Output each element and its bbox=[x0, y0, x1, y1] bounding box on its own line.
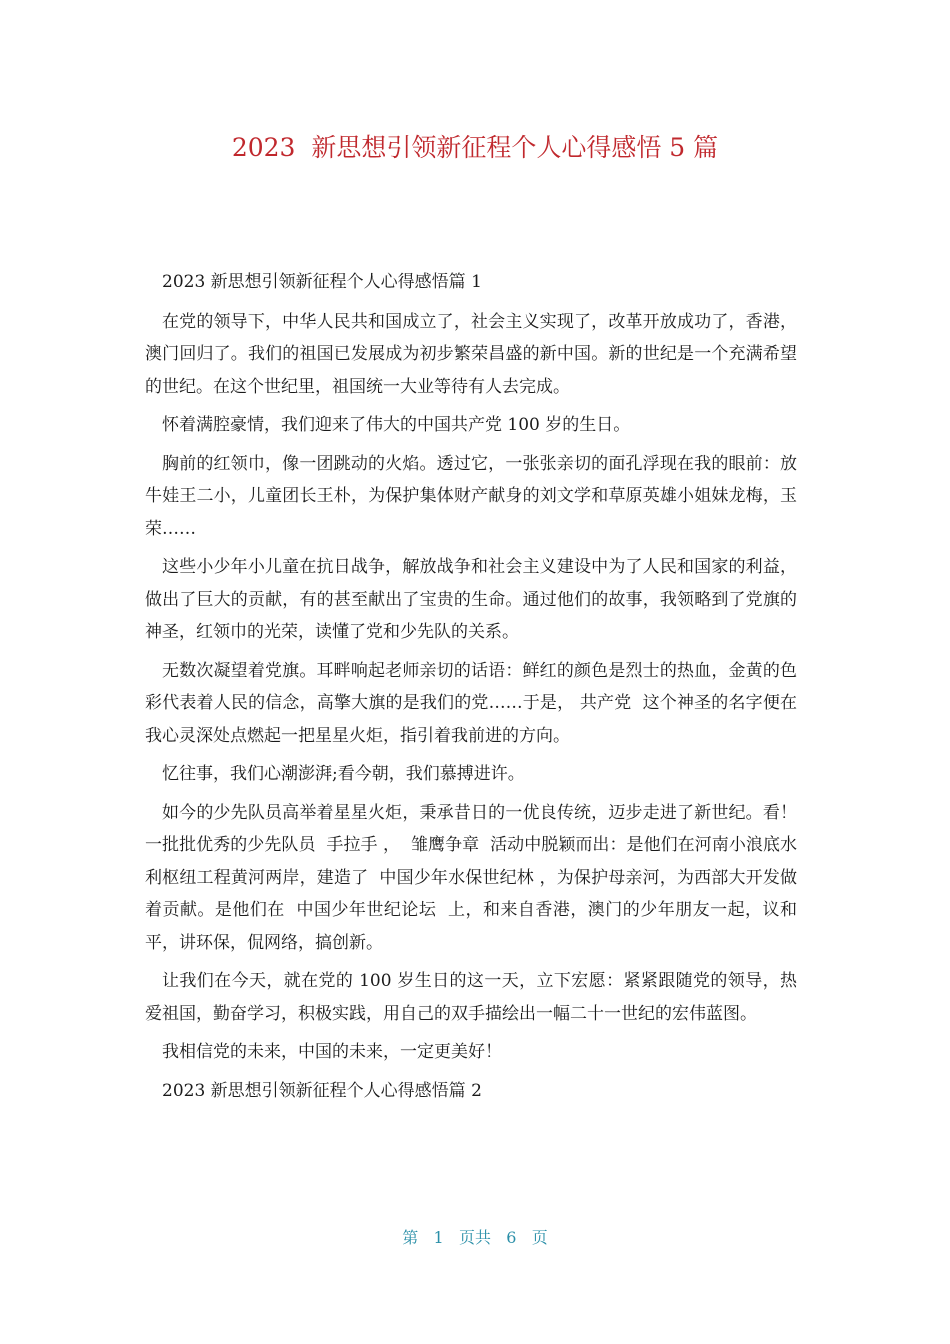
paragraph: 如今的少先队员高举着星星火炬，秉承昔日的一优良传统，迈步走进了新世纪。看！一批批优秀的少先队员 手拉手 ， 雏鹰争章 活动中脱颖而出：是他们在河南小浪底水利枢纽工程黄河两岸，建造了 中国少年水保世纪林 ，为保护母亲河，为西部大开发做着贡献。是他们在 中国少年世纪论坛 上，和来自香港，澳门的少年朋友一起，议和平，讲环保，侃网络，搞创新。 bbox=[145, 802, 797, 953]
document-body bbox=[145, 266, 797, 1114]
paragraph: 我相信党的未来，中国的未来，一定更美好！ bbox=[162, 1042, 502, 1062]
paragraph: 在党的领导下，中华人民共和国成立了，社会主义实现了，改革开放成功了，香港，澳门回归了。我们的祖国已发展成为初步繁荣昌盛的新中国。新的世纪是一个充满希望的世纪。在这个世纪里，祖国统一大业等待有人去完成。 bbox=[145, 311, 797, 397]
section-heading-1: 2023 新思想引领新征程个人心得感悟篇 1 bbox=[162, 272, 482, 292]
paragraph: 怀着满腔豪情，我们迎来了伟大的中国共产党 100 岁的生日。 bbox=[162, 415, 631, 435]
section-heading-2: 2023 新思想引领新征程个人心得感悟篇 2 bbox=[162, 1080, 482, 1101]
document-title: 2023 新思想引领新征程个人心得感悟 5 篇 bbox=[231, 133, 719, 162]
paragraph: 忆往事，我们心潮澎湃;看今朝，我们慕搏进许。 bbox=[162, 764, 525, 784]
paragraph: 无数次凝望着党旗。耳畔响起老师亲切的话语：鲜红的颜色是烈士的热血，金黄的色彩代表着人民的信念，高擎大旗的是我们的党……于是， 共产党 这个神圣的名字便在我心灵深处点燃起一把星星火炬，指引着我前进的方向。 bbox=[145, 660, 797, 746]
paragraph: 胸前的红领巾，像一团跳动的火焰。透过它，一张张亲切的面孔浮现在我的眼前：放牛娃王二小，儿童团长王朴，为保护集体财产献身的刘文学和草原英雄小姐妹龙梅，玉荣…… bbox=[145, 453, 797, 539]
paragraph: 让我们在今天，就在党的 100 岁生日的这一天，立下宏愿：紧紧跟随党的领导，热爱祖国，勤奋学习，积极实践，用自己的双手描绘出一幅二十一世纪的宏伟蓝图。 bbox=[145, 971, 797, 1024]
page-indicator: 第 1 页共 6 页 bbox=[402, 1228, 548, 1247]
paragraph: 这些小少年小儿童在抗日战争，解放战争和社会主义建设中为了人民和国家的利益，做出了巨大的贡献，有的甚至献出了宝贵的生命。通过他们的故事，我领略到了党旗的神圣，红领巾的光荣，读懂了党和少先队的关系。 bbox=[145, 557, 797, 642]
